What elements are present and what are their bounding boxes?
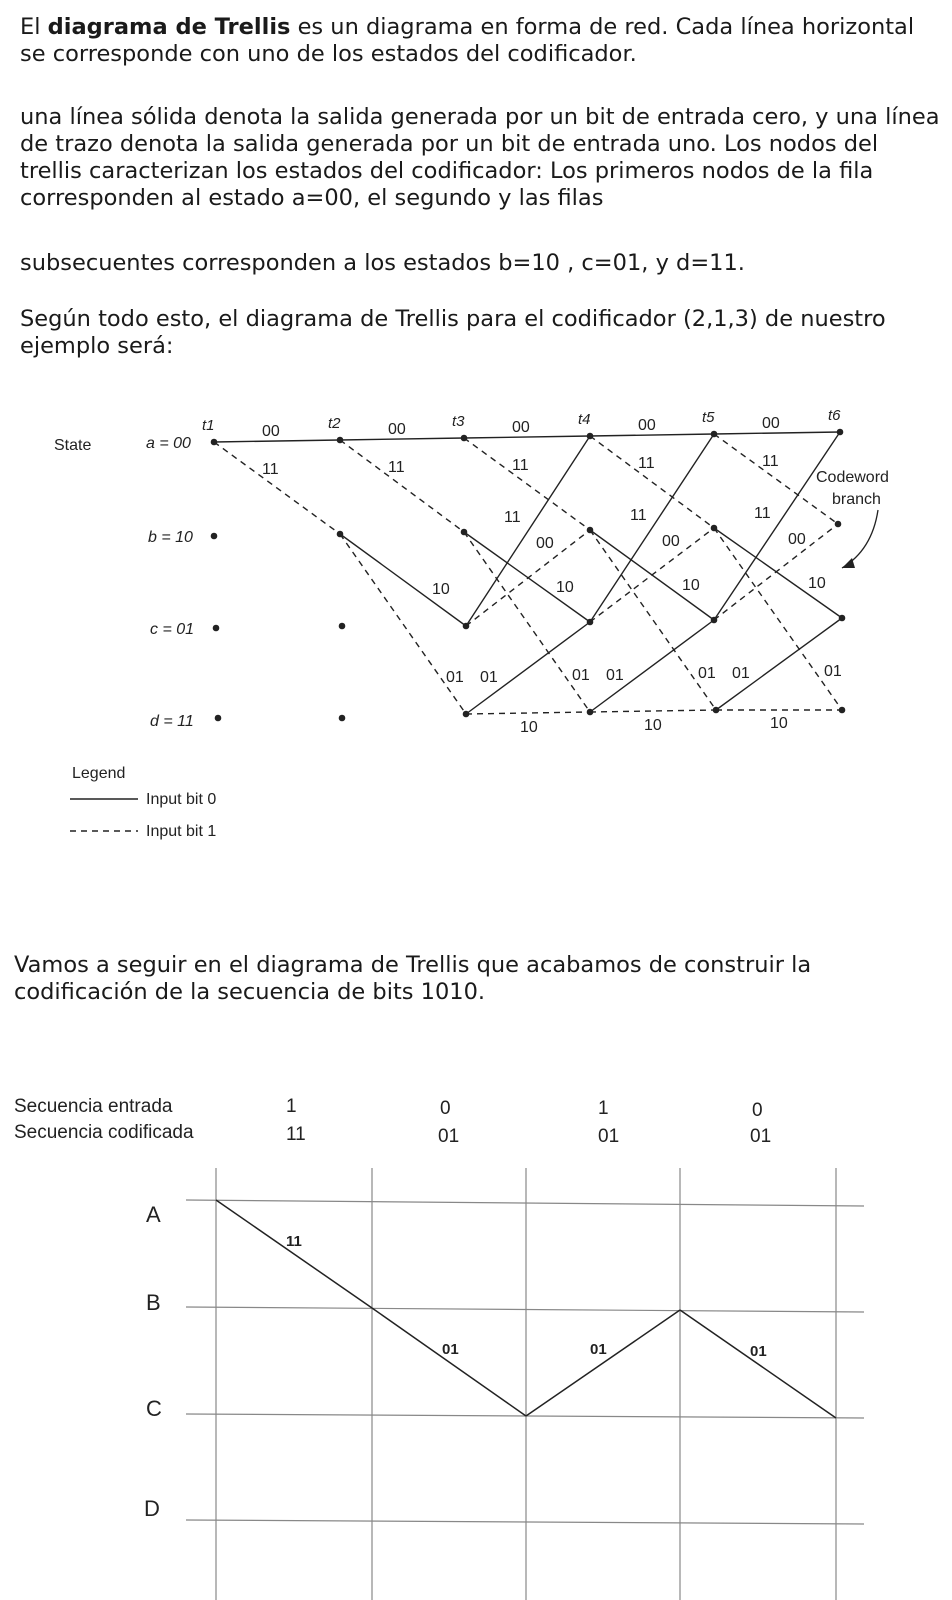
branch-label: 00 [512, 419, 530, 436]
row-label: C [146, 1396, 162, 1421]
node [339, 623, 346, 630]
codeword-branch-label: branch [832, 491, 881, 508]
branch-label: 10 [770, 715, 788, 732]
node [211, 533, 218, 540]
path-label: 01 [750, 1343, 767, 1360]
legend-dashed-label: Input bit 1 [146, 823, 217, 840]
branch-label: 10 [808, 575, 826, 592]
time-label: t3 [452, 413, 465, 430]
node [463, 623, 470, 630]
node [211, 439, 218, 446]
node [835, 521, 842, 528]
row-label: A [146, 1202, 161, 1227]
branch-label: 10 [556, 579, 574, 596]
encoding-path-diagram [0, 1080, 952, 1600]
edge-a-a-1 [214, 440, 340, 442]
node [337, 531, 344, 538]
branch-label: 11 [262, 461, 279, 478]
node [713, 707, 720, 714]
row-label: D [144, 1496, 160, 1521]
edge-c-b-1 [466, 530, 590, 626]
node [587, 619, 594, 626]
branch-label: 01 [446, 669, 464, 686]
edge-b-c-1 [340, 534, 466, 626]
grid-row-A [186, 1200, 864, 1206]
edge-b-d-4 [714, 528, 842, 710]
node [711, 525, 718, 532]
path-segment [526, 1310, 680, 1416]
legend-title: Legend [72, 765, 126, 782]
path-label: 11 [286, 1233, 302, 1250]
node [213, 625, 220, 632]
branch-label: 00 [536, 535, 554, 552]
branch-label: 11 [754, 505, 771, 522]
time-label: t4 [578, 411, 591, 428]
state-b-label: b = 10 [148, 529, 193, 546]
codeword-branch-label: Codeword [816, 469, 889, 486]
node [837, 429, 844, 436]
edge-a-b-2 [340, 440, 464, 532]
row-label: B [146, 1290, 161, 1315]
branch-label: 00 [262, 423, 280, 440]
branch-label: 10 [432, 581, 450, 598]
branch-label: 00 [638, 417, 656, 434]
grid-row-B [186, 1307, 864, 1312]
state-c-label: c = 01 [150, 621, 195, 638]
node [711, 431, 718, 438]
branch-label: 11 [504, 509, 521, 526]
time-label: t6 [828, 407, 841, 424]
path-segment [372, 1308, 526, 1416]
edge-d-d-2 [590, 710, 716, 712]
node [463, 711, 470, 718]
path-label: 01 [442, 1341, 459, 1358]
states-paragraph: subsecuentes corresponden a los estados b=10 , c=01, y d=11. [20, 250, 745, 276]
branch-label: 10 [644, 717, 662, 734]
branch-label: 00 [762, 415, 780, 432]
edge-a-a-3 [464, 436, 590, 438]
edge-b-d-1 [340, 534, 466, 714]
time-label: t1 [202, 417, 215, 434]
legend-explanation-paragraph: una línea sólida denota la salida generada por un bit de entrada cero, y una línea de trazo denota la salida generada por un bit de entrada uno. Los nodos del trellis caracterizan los estados del codificador: Los primeros nodos de la fila corresponden al estado a=00, el segundo y las filas [20, 104, 940, 211]
edge-a-b-4 [590, 436, 714, 528]
path-segment [680, 1310, 836, 1418]
coded-sequence-label: Secuencia codificada [14, 1122, 194, 1143]
node [587, 433, 594, 440]
input-bit: 1 [598, 1098, 609, 1119]
path-segment [216, 1200, 372, 1308]
edge-c-b-2 [590, 528, 714, 622]
grid-row-D [186, 1520, 864, 1524]
node [337, 437, 344, 444]
edge-a-b-3 [464, 438, 590, 530]
edge-a-a-4 [590, 434, 714, 436]
node [461, 529, 468, 536]
branch-label: 10 [682, 577, 700, 594]
input-bit: 0 [752, 1100, 763, 1121]
branch-label: 11 [762, 453, 779, 470]
node [339, 715, 346, 722]
codeword-arrow [842, 510, 878, 568]
branch-label: 11 [512, 457, 529, 474]
edge-a-a-5 [714, 432, 840, 434]
state-axis-label: State [54, 437, 92, 454]
coded-output: 11 [286, 1124, 306, 1145]
node [711, 617, 718, 624]
edge-c-b-3 [714, 524, 838, 620]
time-label: t5 [702, 409, 715, 426]
path-label: 01 [590, 1341, 607, 1358]
branch-label: 01 [698, 665, 716, 682]
time-label: t2 [328, 415, 341, 432]
branch-label: 11 [638, 455, 655, 472]
edge-a-a-2 [340, 438, 464, 440]
node [839, 615, 846, 622]
branch-label: 11 [388, 459, 405, 476]
branch-label: 11 [630, 507, 647, 524]
edge-d-d-1 [466, 712, 590, 714]
coded-output: 01 [438, 1126, 460, 1147]
coded-output: 01 [598, 1126, 620, 1147]
branch-label: 10 [520, 719, 538, 736]
node [461, 435, 468, 442]
node [587, 527, 594, 534]
branch-label: 00 [388, 421, 406, 438]
sequence-intro-paragraph: Vamos a seguir en el diagrama de Trellis que acabamos de construir la codificación de la secuencia de bits 1010. [14, 952, 812, 1005]
edge-a-b-1 [214, 442, 340, 534]
node [215, 715, 222, 722]
state-a-label: a = 00 [146, 435, 191, 452]
input-bit: 0 [440, 1098, 451, 1119]
branch-label: 01 [480, 669, 498, 686]
branch-label: 01 [732, 665, 750, 682]
coded-output: 01 [750, 1126, 772, 1147]
branch-label: 01 [606, 667, 624, 684]
branch-label: 01 [824, 663, 842, 680]
intro-paragraph: El diagrama de Trellis es un diagrama en forma de red. Cada línea horizontal se corresponde con uno de los estados del codificador. [20, 14, 915, 67]
branch-label: 00 [788, 531, 806, 548]
edge-d-c-2 [590, 620, 714, 712]
diagram-intro-paragraph: Según todo esto, el diagrama de Trellis para el codificador (2,1,3) de nuestro ejemplo será: [20, 306, 886, 359]
state-d-label: d = 11 [150, 713, 194, 730]
node [839, 707, 846, 714]
node [587, 709, 594, 716]
legend-solid-label: Input bit 0 [146, 791, 217, 808]
intro-bold-term: diagrama de Trellis [47, 14, 291, 40]
input-bit: 1 [286, 1096, 297, 1117]
branch-label: 00 [662, 533, 680, 550]
trellis-diagram [0, 400, 952, 860]
input-sequence-label: Secuencia entrada [14, 1096, 173, 1117]
branch-label: 01 [572, 667, 590, 684]
